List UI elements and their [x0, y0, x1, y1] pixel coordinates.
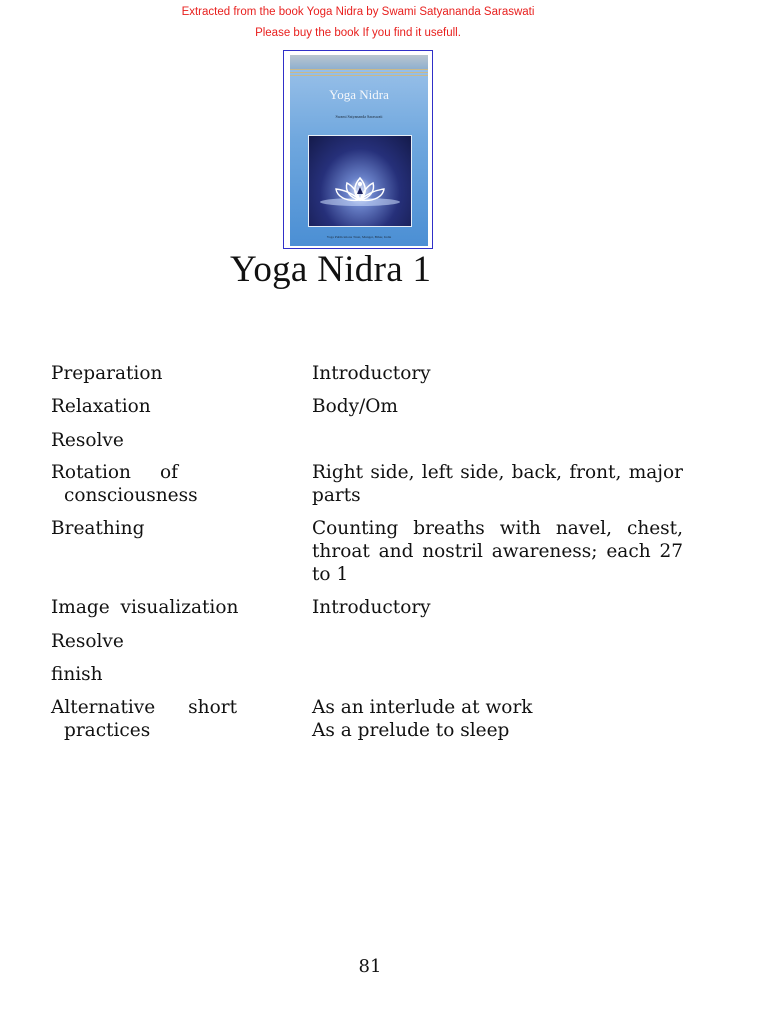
row-label: Preparation — [51, 363, 163, 384]
row-label: finish — [51, 664, 103, 685]
cover-publisher: Yoga Publications Trust, Munger, Bihar, India — [326, 235, 392, 239]
row-value-line2: As a prelude to sleep — [312, 720, 510, 741]
row-value-line1: As an interlude at work — [312, 697, 533, 718]
extract-notice-line2: Please buy the book If you find it usefull. — [255, 27, 461, 39]
row-label — [51, 461, 281, 507]
row-value: Body/Om — [312, 396, 398, 417]
cover-lotus-panel — [308, 135, 412, 227]
row-value: Right side, left side, back, front, major parts — [312, 462, 683, 506]
row-value — [312, 696, 683, 742]
row-label: Relaxation — [51, 396, 151, 417]
page-number: 81 — [358, 956, 382, 977]
book-cover-image — [283, 50, 433, 249]
row-label: Resolve — [51, 430, 124, 451]
lotus-figure-icon — [309, 136, 411, 226]
row-label: Resolve — [51, 631, 124, 652]
page-title: Yoga Nidra 1 — [230, 249, 432, 290]
cover-title: Yoga Nidra — [329, 87, 389, 102]
row-label-line2: practices — [64, 720, 151, 741]
row-value: Counting breaths with navel, chest, throat and nostril awareness; each 27 to 1 — [312, 518, 683, 585]
row-label — [51, 696, 281, 742]
row-label: Image visualization — [51, 597, 239, 618]
row-label-line1: Alternative short — [51, 697, 237, 718]
cover-top-band — [290, 55, 428, 69]
book-cover — [290, 55, 428, 246]
cover-author: Swami Satyananda Saraswati — [335, 114, 383, 119]
row-label-line1: Rotation of — [51, 462, 178, 483]
row-value: Introductory — [312, 597, 431, 618]
extract-notice-line1: Extracted from the book Yoga Nidra by Swami Satyananda Saraswati — [181, 6, 535, 18]
row-label-line2: consciousness — [64, 485, 198, 506]
row-label: Breathing — [51, 518, 145, 539]
row-value: Introductory — [312, 363, 431, 384]
